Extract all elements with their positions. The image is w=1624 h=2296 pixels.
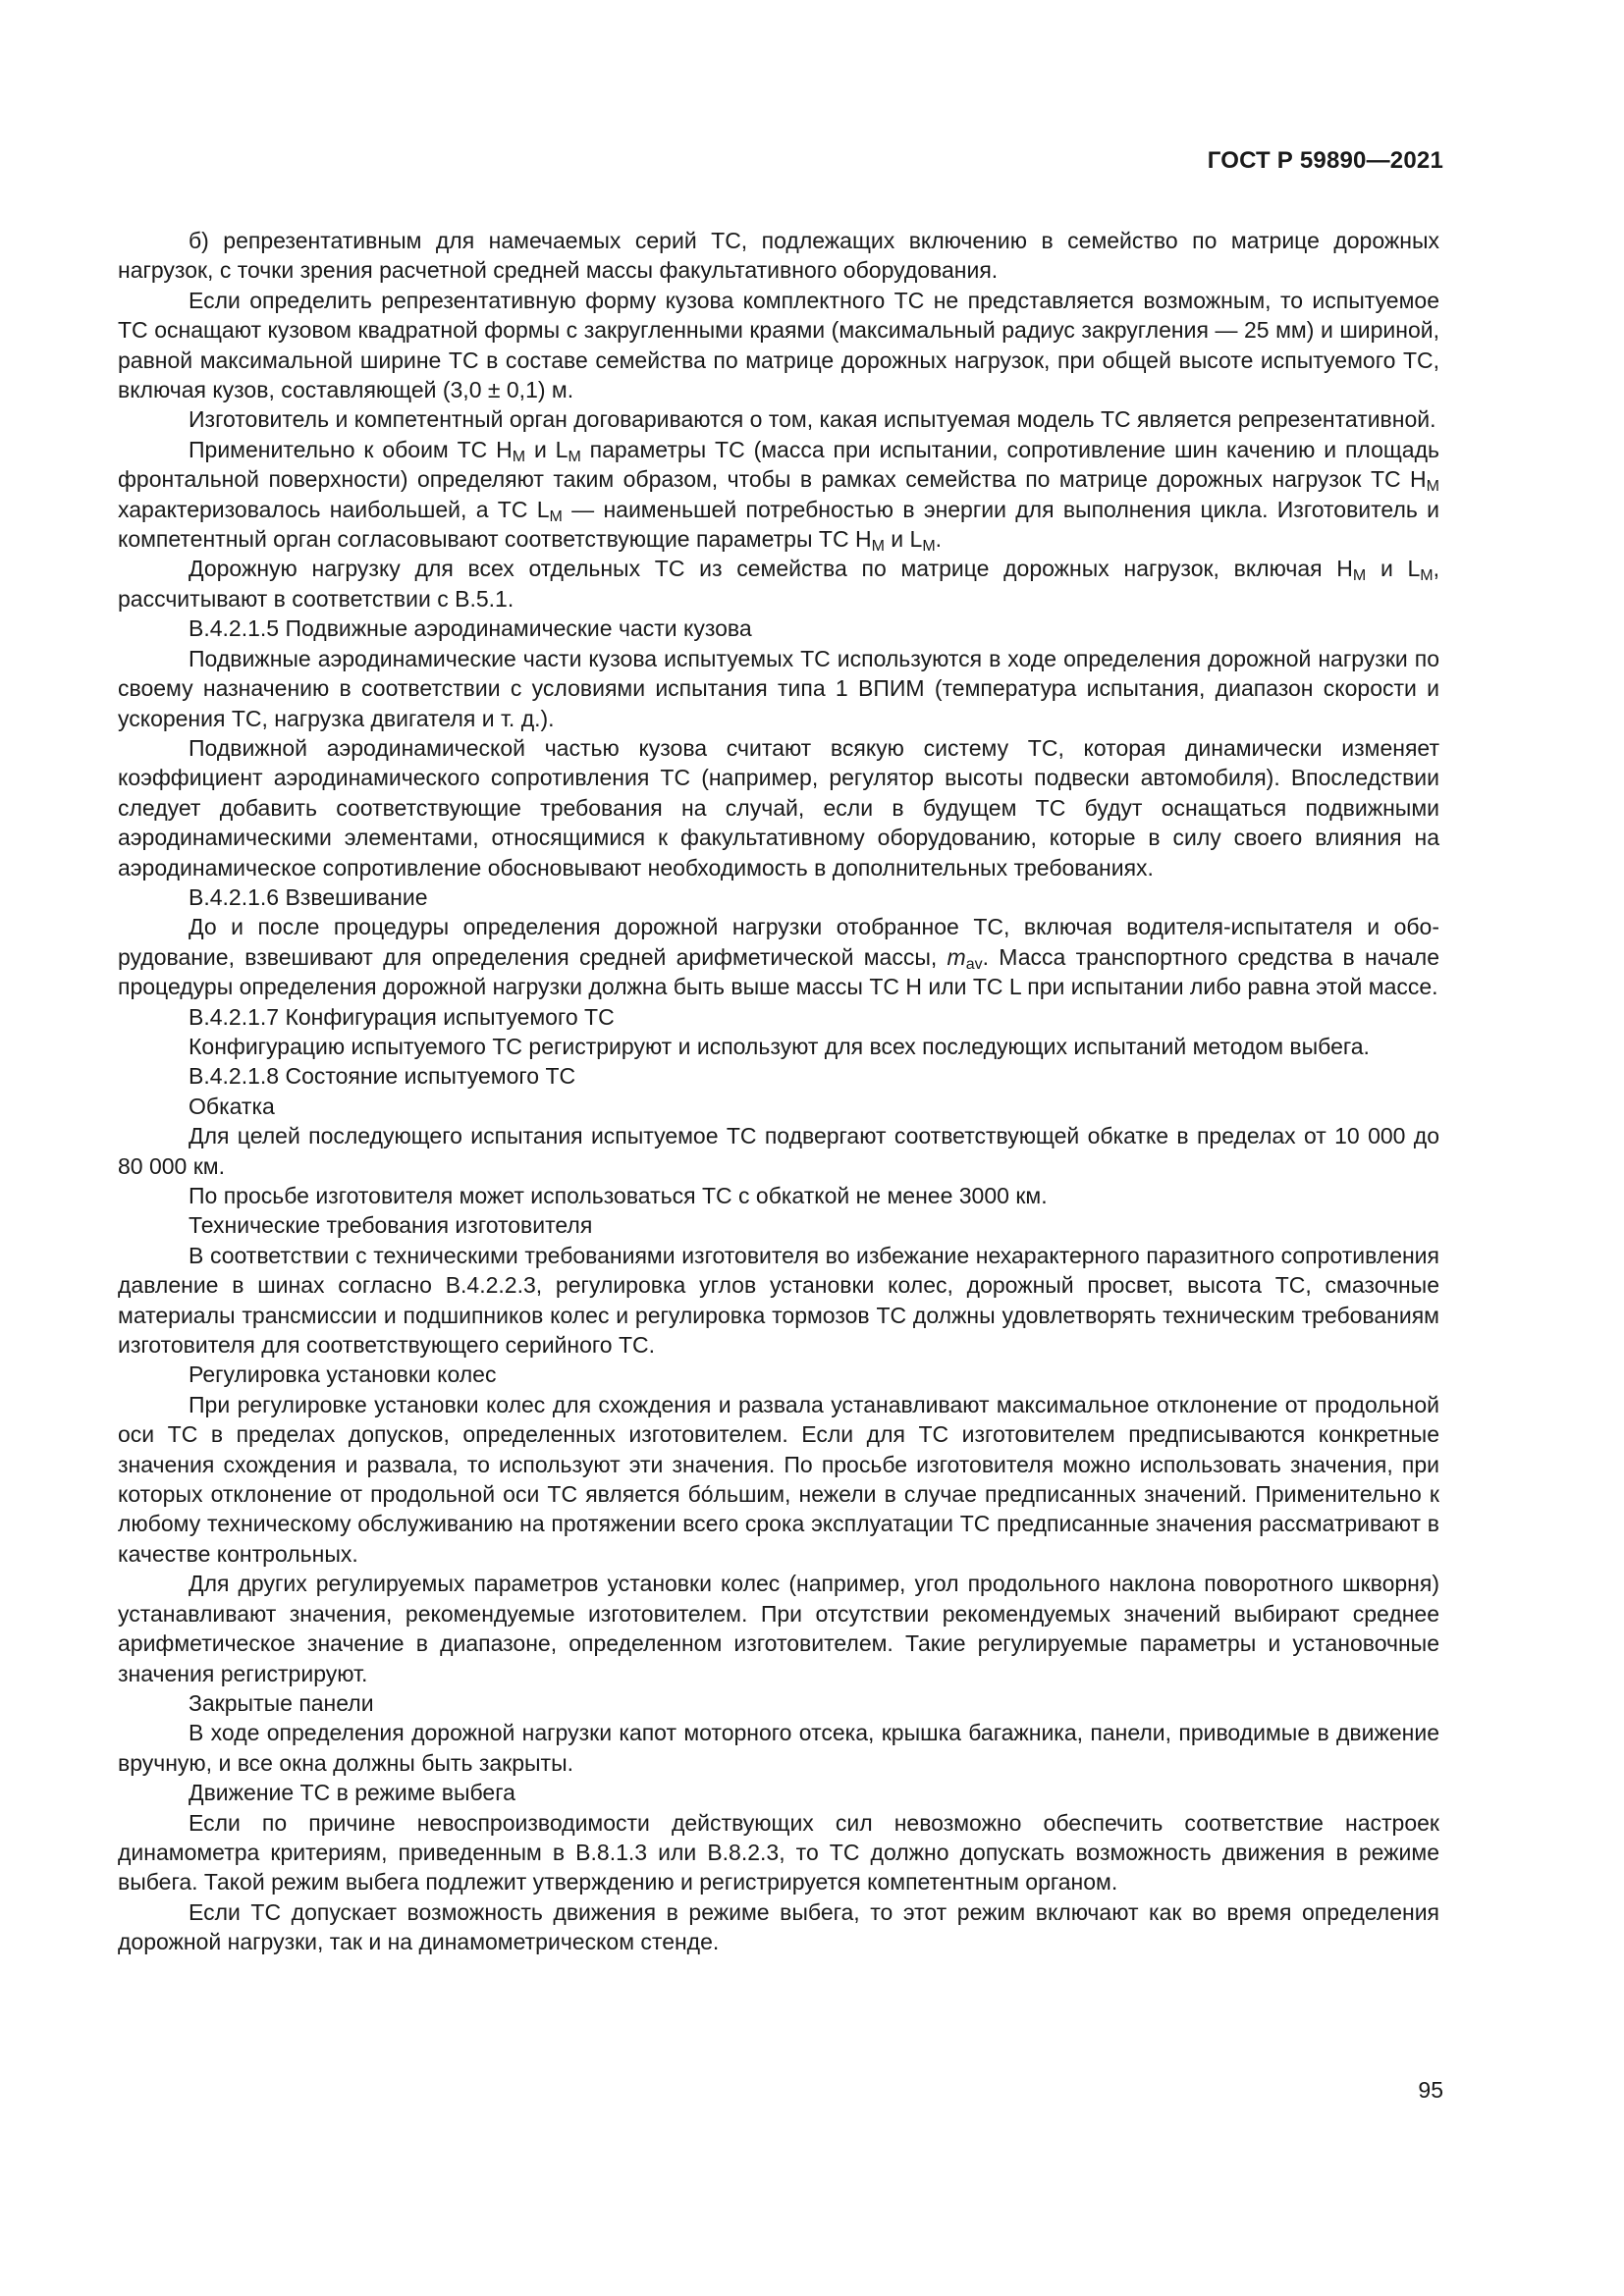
subscript: M [549,507,563,525]
paragraph [118,1808,1439,1897]
text-run: Если определить репрезентативную форму кузова комплектного ТС не представляется возможным, то испытуемое ТС оснащают кузовом квадратной формы с закругленными краями (максимальный радиус закругления — 25 мм) и шириной, равной максимальной ширине ТС в составе семейства по матрице дорожных нагрузок, при общей высоте испытуемого ТС, включая кузов, составляющей (3,0 ± 0,1) м. [118,287,1439,403]
text-run: В.4.2.1.7 Конфигурация испытуемого ТС [189,1003,615,1030]
text-run: Применительно к обоим ТС H [189,436,513,462]
text-run: По просьбе изготовителя может использоваться ТС с обкаткой не менее 3000 км. [189,1183,1048,1208]
text-run: Для других регулируемых параметров установки колес (например, угол продольного наклона поворотного шкворня) устанавливают значения, рекомендуемые изготовителем. При отсутствии рекомендуемых значений выбирают среднее арифметическое значение в диапазоне, определенном изготовителем. Такие регулируемые параметры и установочные значения регистрируют. [118,1571,1439,1686]
paragraph [118,435,1439,555]
text-run: характеризовалось наибольшей, а ТС L [118,496,550,522]
text-run: Закрытые панели [189,1689,374,1716]
text-run: и L [525,436,568,462]
text-run: Регулировка установки колес [189,1362,497,1388]
text-run: Движение ТС в режиме выбега [189,1780,515,1806]
text-run: Технические требования изготовителя [189,1212,593,1239]
subscript: M [1352,567,1367,585]
text-run: и L [884,526,923,553]
paragraph [118,1061,1439,1091]
text-run: При регулировке установки колес для схождения и развала устанавливают максимальное отклонение от продольной оси ТС в пределах допусков, определенных изготовителем. Если для ТС изготовителем предписываются конкретные значения схождения и развала, то используют эти значения. По просьбе изготовителя можно использовать значения, при которых отклонение от продольной оси ТС является бо́льшим, нежели в случае предписанных значений. Применительно к любому техническому обслуживанию на протяжении всего срока эксплуатации ТС предписанные значения рассматривают в качестве контрольных. [118,1391,1439,1567]
text-run: и L [1366,556,1421,582]
paragraph [118,1032,1439,1061]
text-run: Для целей последующего испытания испытуемое ТС подвергают соответствующей обкатке в пределах от 10 000 до 80 000 км. [118,1123,1439,1179]
paragraph [118,404,1439,434]
subscript: M [568,448,581,465]
text-run: Дорожную нагрузку для всех отдельных ТС из семейства по матрице дорожных нагрузок, включая H [189,556,1353,582]
text-run: Обкатка [189,1093,275,1119]
text-run: Если по причине невоспроизводимости действующих сил невозможно обеспечить соответствие настроек динамометра критериям, приведенным в В.8.1.3 или В.8.2.3, то ТС должно допускать возможность движения в режиме выбега. Такой режим выбега подлежит утверждению и регистрируется компетентным органом. [118,1809,1439,1896]
paragraph [118,1390,1439,1569]
page-number: 95 [1418,2077,1443,2103]
text-run: . Масса транспортного средства в начале процедуры определения дорожной нагрузки должна быть выше массы ТС H или ТС L при испытании либо равна этой массе. [118,943,1439,1000]
subscript: M [512,448,526,465]
text-run: — наименьшей потребностью в энергии для выполнения цикла. Изготовитель и компетентный орган согласовывают соответствующие параметры ТС H [118,496,1439,553]
text-run: В соответствии с техническими требованиями изготовителя во избежание нехарактерного паразитного сопротивления давление в шинах согласно В.4.2.2.3, регулировка углов установки колес, дорожный просвет, высота ТС, смазочные материалы трансмиссии и подшипников колес и регулировка тормозов ТС должны удовлетворять техническим требованиям изготовителя для соответствующего серийного ТС. [118,1242,1439,1359]
subscript: M [1420,567,1434,585]
paragraph [118,1210,1439,1240]
text-run: Если ТС допускает возможность движения в режиме выбега, то этот режим включают как во время определения дорожной нагрузки, так и на динамометрическом стенде. [118,1898,1439,1955]
paragraph [118,286,1439,405]
paragraph [118,1360,1439,1389]
text-run: . [935,526,943,553]
paragraph [118,644,1439,733]
subscript: av [965,955,983,973]
paragraph [118,1241,1439,1361]
paragraph [118,1002,1439,1032]
paragraph [118,226,1439,286]
text-run: До и после процедуры определения дорожной нагрузки отобранное ТС, включая водителя-испытателя и оборудование, взвешивают для определения средней арифметической массы, [118,914,1439,970]
text-run: В ходе определения дорожной нагрузки капот моторного отсека, крышка багажника, панели, приводимые в движение вручную, и все окна должны быть закрыты. [118,1720,1439,1776]
text-run: б) репрезентативным для намечаемых серий ТС, подлежащих включению в семейство по матрице дорожных нагрузок, с точки зрения расчетной средней массы факультативного оборудования. [118,228,1439,284]
paragraph [118,1121,1439,1181]
paragraph [118,614,1439,643]
paragraph [118,1569,1439,1688]
paragraph [118,912,1439,1001]
paragraph [118,1718,1439,1778]
document-body [118,226,1439,1957]
text-run: В.4.2.1.5 Подвижные аэродинамические части кузова [189,615,752,642]
paragraph [118,1688,1439,1718]
text-run: , рассчитывают в соответствии с В.5.1. [118,556,1440,612]
paragraph [118,882,1439,912]
text-run: параметры ТС (масса при испытании, сопротивление шин качению и площадь фронтальной поверхности) определяют таким образом, чтобы в рамках семейства по матрице дорожных нагрузок ТС H [118,436,1439,493]
paragraph [118,1778,1439,1807]
paragraph [118,1092,1439,1121]
text-run: В.4.2.1.6 Взвешивание [189,883,428,910]
paragraph [118,1897,1439,1957]
text-run: Подвижной аэродинамической частью кузова считают всякую систему ТС, которая динамически изменяет коэффициент аэродинамического сопротивления ТС (например, регулятор высоты подвески автомобиля). Впоследствии следует добавить соответствующие требования на случай, если в будущем ТС будут оснащаться подвижными аэродинамическими элементами, относящимися к факультативному оборудованию, которые в силу своего влияния на аэродинамическое сопротивление обосновывают необходимость в дополнительных требованиях. [118,734,1439,881]
text-run: В.4.2.1.8 Состояние испытуемого ТС [189,1063,576,1090]
text-run: Конфигурацию испытуемого ТС регистрируют и используют для всех последующих испытаний методом выбега. [189,1033,1370,1059]
text-run: Подвижные аэродинамические части кузова испытуемых ТС используются в ходе определения дорожной нагрузки по своему назначению в соответствии с условиями испытания типа 1 ВПИМ (температура испытания, диапазон скорости и ускорения ТС, нагрузка двигателя и т. д.). [118,645,1439,731]
italic-symbol: m [947,943,966,970]
paragraph [118,733,1439,882]
text-run: Изготовитель и компетентный орган договариваются о том, какая испытуемая модель ТС является репрезентативной. [189,406,1436,433]
document-header: ГОСТ Р 59890—2021 [1207,147,1443,174]
subscript: M [1426,478,1439,496]
subscript: M [922,538,936,556]
paragraph [118,1181,1439,1210]
subscript: M [871,538,885,556]
paragraph [118,554,1439,614]
